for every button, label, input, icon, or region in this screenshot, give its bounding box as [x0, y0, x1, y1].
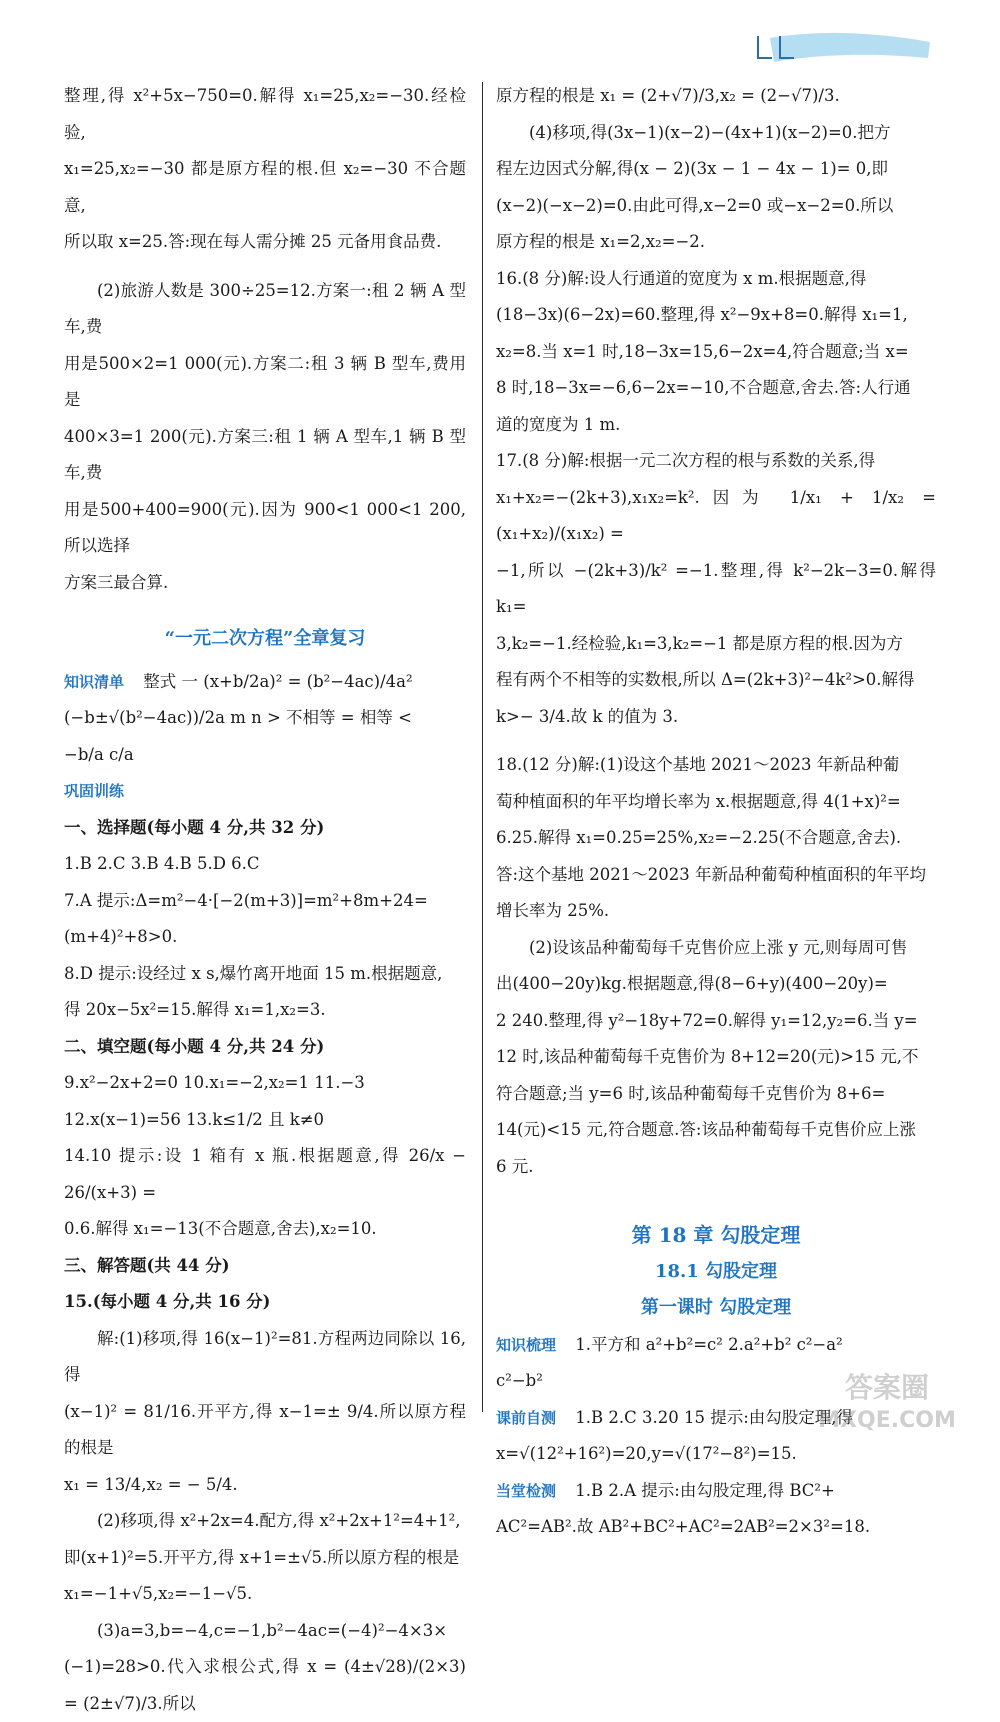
watermark-text: 答案圈 — [844, 1371, 930, 1404]
answer-line: 即(x+1)²=5.开平方,得 x+1=±√5.所以原方程的根是 — [64, 1547, 460, 1567]
answer-line: 3,k₂=−1.经检验,k₁=3,k₂=−1 都是原方程的根.因为方 — [496, 633, 903, 653]
answer-line: 出(400−20y)kg.根据题意,得(8−6+y)(400−20y)= — [496, 974, 888, 993]
answer-line: 12.x(x−1)=56 13.k≤1/2 且 k≠0 — [64, 1109, 325, 1129]
knowledge-review-line — [496, 1327, 936, 1364]
answer-line: (4)移项,得(3x−1)(x−2)−(4x+1)(x−2)=0.把方 — [529, 122, 891, 142]
knowledge-label: 知识清单 — [64, 672, 125, 691]
answer-line: 符合题意;当 y=6 时,该品种葡萄每千克售价为 8+6= — [496, 1083, 886, 1103]
answer-line: 400×3=1 200(元).方案三:租 1 辆 A 型车,1 辆 B 型车,费 — [64, 426, 466, 482]
knowledge-review-text-2: c²−b² — [496, 1371, 543, 1390]
pretest-text: 1.B 2.C 3.20 15 提示:由勾股定理,得 — [575, 1407, 854, 1427]
answer-line: 萄种植面积的年平均增长率为 x.根据题意,得 4(1+x)²= — [496, 791, 901, 811]
answer-line: 9.x²−2x+2=0 10.x₁=−2,x₂=1 11.−3 — [64, 1073, 365, 1092]
answer-line: 2 240.整理,得 y²−18y+72=0.解得 y₁=12,y₂=6.当 y= — [496, 1010, 918, 1030]
answer-line: 12 时,该品种葡萄每千克售价为 8+12=20(元)>15 元,不 — [496, 1047, 919, 1066]
classcheck-label: 当堂检测 — [496, 1481, 557, 1500]
knowledge-review-label: 知识梳理 — [496, 1335, 557, 1354]
classcheck-line — [496, 1473, 936, 1510]
answer-line: (2)设该品种葡萄每千克售价应上涨 y 元,则每周可售 — [529, 937, 908, 957]
answer-line: 8 时,18−3x=−6,6−2x=−10,不合题意,舍去.答:人行通 — [496, 378, 911, 397]
answer-line: 17.(8 分)解:根据一元二次方程的根与系数的关系,得 — [496, 451, 876, 470]
knowledge-line — [64, 664, 466, 701]
answer-line: 0.6.解得 x₁=−13(不合题意,舍去),x₂=10. — [64, 1219, 377, 1238]
answer-line: 8.D 提示:设经过 x s,爆竹离开地面 15 m.根据题意, — [64, 963, 443, 983]
answer-line: 解:(1)移项,得 16(x−1)²=81.方程两边同除以 16,得 — [64, 1328, 466, 1384]
right-column — [496, 78, 936, 1546]
answer-line: 原方程的根是 x₁=2,x₂=−2. — [496, 232, 706, 251]
answer-line: 18.(12 分)解:(1)设这个基地 2021～2023 年新品种葡 — [496, 755, 900, 774]
answer-line: (2)移项,得 x²+2x=4.配方,得 x²+2x+1²=4+1², — [97, 1511, 461, 1530]
answer-line: (−1)=28>0.代入求根公式,得 x = (4±√28)/(2×3) = (2±√7)/3.所以 — [64, 1657, 466, 1713]
pretest-text-2: x=√(12²+16²)=20,y=√(17²−8²)=15. — [496, 1444, 797, 1463]
knowledge-text: 整式 一 (x+b/2a)² = (b²−4ac)/4a² — [143, 671, 413, 691]
answer-line: 程有两个不相等的实数根,所以 Δ=(2k+3)²−4k²>0.解得 — [496, 670, 915, 689]
answer-line: x₁ = 13/4,x₂ = − 5/4. — [64, 1474, 238, 1494]
answer-line: 所以取 x=25.答:现在每人需分摊 25 元备用食品费. — [64, 232, 442, 251]
section-heading: 一、选择题(每小题 4 分,共 32 分) — [64, 817, 325, 837]
answer-line: 16.(8 分)解:设人行通道的宽度为 x m.根据题意,得 — [496, 268, 867, 288]
lesson-title: 第一课时 勾股定理 — [640, 1297, 792, 1318]
answer-line: x₁=25,x₂=−30 都是原方程的根.但 x₂=−30 不合题意, — [64, 159, 466, 215]
answer-line: k>− 3/4.故 k 的值为 3. — [496, 706, 679, 726]
answer-line: 方案三最合算. — [64, 572, 169, 592]
answer-line: 程左边因式分解,得(x − 2)(3x − 1 − 4x − 1)= 0,即 — [496, 159, 888, 178]
section-heading: 三、解答题(共 44 分) — [64, 1255, 230, 1275]
left-column — [64, 78, 466, 1722]
review-title: “一元二次方程”全章复习 — [164, 628, 366, 649]
answer-line: 原方程的根是 x₁ = (2+√7)/3,x₂ = (2−√7)/3. — [496, 86, 840, 105]
answer-line: 用是500+400=900(元).因为 900<1 000<1 200,所以选择 — [64, 499, 466, 555]
header-decoration — [750, 28, 940, 66]
answer-line: (18−3x)(6−2x)=60.整理,得 x²−9x+8=0.解得 x₁=1, — [496, 305, 908, 324]
answer-line: x₂=8.当 x=1 时,18−3x=15,6−2x=4,符合题意;当 x= — [496, 341, 909, 361]
answer-line: 整理,得 x²+5x−750=0.解得 x₁=25,x₂=−30.经检验, — [64, 86, 466, 142]
answer-line: 6.25.解得 x₁=0.25=25%,x₂=−2.25(不合题意,舍去). — [496, 828, 902, 847]
answer-line: −1,所以 −(2k+3)/k² =−1.整理,得 k²−2k−3=0.解得 k₁= — [496, 560, 936, 616]
knowledge-line-3: −b/a c/a — [64, 744, 134, 764]
answer-line: (x−1)² = 81/16.开平方,得 x−1=± 9/4.所以原方程的根是 — [64, 1401, 466, 1457]
pretest-label: 课前自测 — [496, 1408, 557, 1427]
answer-line: 道的宽度为 1 m. — [496, 414, 621, 434]
answer-line: 1.B 2.C 3.B 4.B 5.D 6.C — [64, 854, 260, 873]
answer-line: 答:这个基地 2021～2023 年新品种葡萄种植面积的年平均 — [496, 864, 927, 884]
answer-line: (m+4)²+8>0. — [64, 927, 178, 946]
answer-line: 7.A 提示:Δ=m²−4·[−2(m+3)]=m²+8m+24= — [64, 890, 428, 910]
answer-line: 6 元. — [496, 1156, 534, 1176]
answer-line: 增长率为 25%. — [496, 901, 610, 920]
answer-line: x₁+x₂=−(2k+3),x₁x₂=k².因为 1/x₁ + 1/x₂ = (x₁+x₂)/(x₁x₂) = — [496, 487, 936, 543]
watermark-logo — [802, 1365, 972, 1435]
section-heading: 二、填空题(每小题 4 分,共 24 分) — [64, 1036, 325, 1056]
section-title: 18.1 勾股定理 — [654, 1260, 778, 1282]
answer-line: 14.10 提示:设 1 箱有 x 瓶.根据题意,得 26/x − 26/(x+3) = — [64, 1146, 466, 1202]
answer-line: 14(元)<15 元,符合题意.答:该品种葡萄每千克售价应上涨 — [496, 1120, 916, 1139]
classcheck-text: 1.B 2.A 提示:由勾股定理,得 BC²+ — [575, 1480, 835, 1500]
column-divider — [482, 82, 483, 1412]
practice-label: 巩固训练 — [64, 782, 125, 800]
answer-line: (3)a=3,b=−4,c=−1,b²−4ac=(−4)²−4×3× — [97, 1620, 448, 1640]
answer-line: x₁=−1+√5,x₂=−1−√5. — [64, 1584, 253, 1603]
answer-line: 得 20x−5x²=15.解得 x₁=1,x₂=3. — [64, 1000, 326, 1019]
knowledge-line-2: (−b±√(b²−4ac))/2a m n > 不相等 = 相等 < — [64, 708, 412, 727]
answer-line: 用是500×2=1 000(元).方案二:租 3 辆 B 型车,费用是 — [64, 353, 466, 409]
knowledge-review-text: 1.平方和 a²+b²=c² 2.a²+b² c²−a² — [575, 1334, 843, 1354]
classcheck-text-2: AC²=AB².故 AB²+BC²+AC²=2AB²=2×3²=18. — [496, 1517, 871, 1536]
answer-line: 15.(每小题 4 分,共 16 分) — [64, 1292, 271, 1311]
answer-line: (2)旅游人数是 300÷25=12.方案一:租 2 辆 A 型车,费 — [64, 280, 466, 336]
watermark-domain: MXQE.COM — [818, 1408, 956, 1433]
chapter-title: 第 18 章 勾股定理 — [631, 1223, 801, 1247]
answer-line: (x−2)(−x−2)=0.由此可得,x−2=0 或−x−2=0.所以 — [496, 195, 894, 215]
